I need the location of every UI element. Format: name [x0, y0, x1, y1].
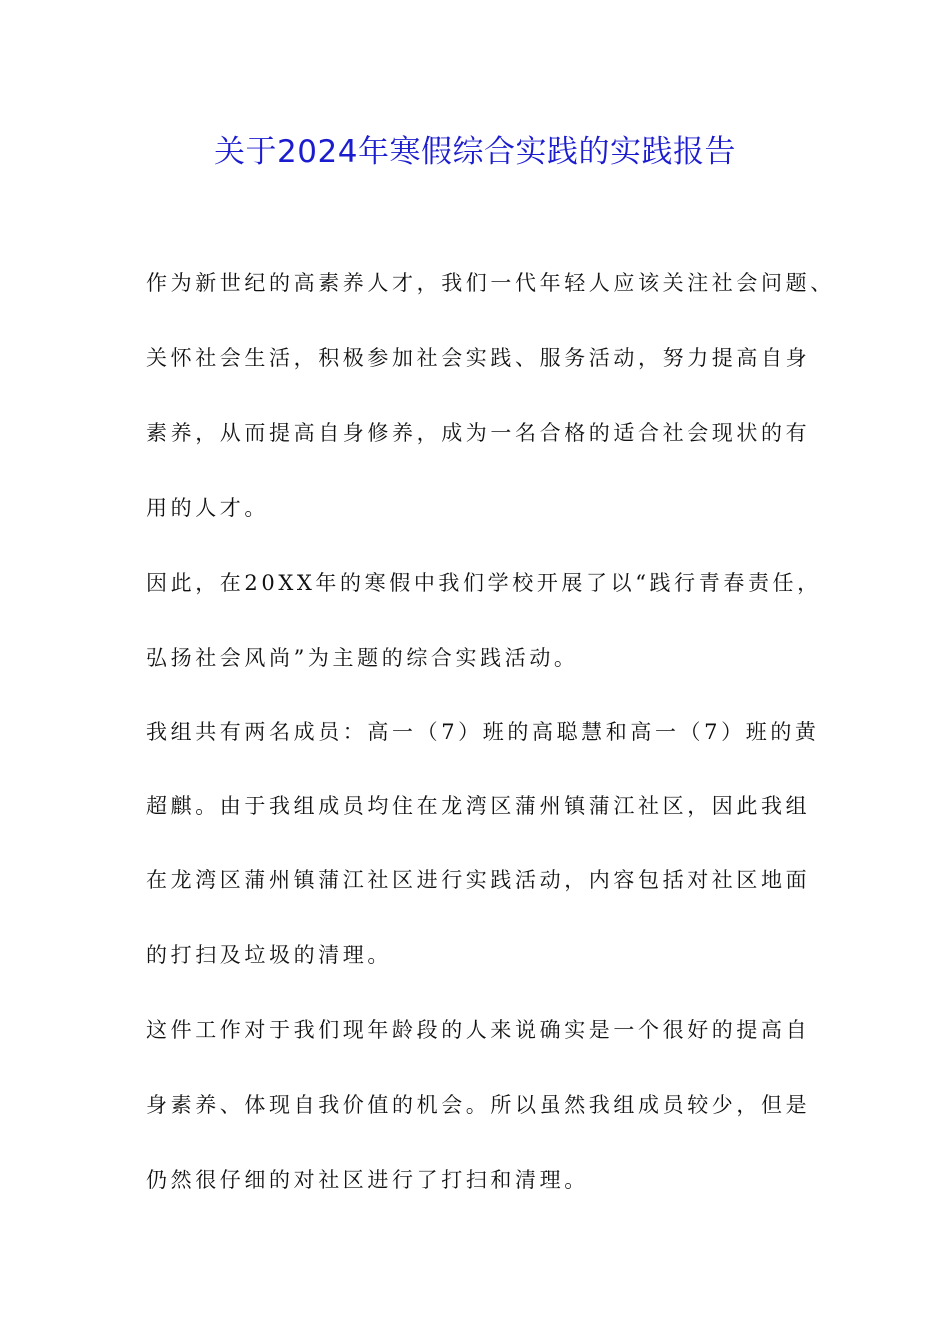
body-line-12: 身素养、体现自我价值的机会。所以虽然我组成员较少，但是 [146, 1093, 811, 1117]
document-title: 关于2024年寒假综合实践的实践报告 [214, 134, 736, 170]
body-line-4: 用的人才。 [146, 496, 269, 520]
body-line-5: 因此，在20XX年的寒假中我们学校开展了以“践行青春责任， [146, 571, 822, 595]
body-line-13: 仍然很仔细的对社区进行了打扫和清理。 [146, 1168, 589, 1192]
body-line-7: 我组共有两名成员：高一（7）班的高聪慧和高一（7）班的黄 [146, 720, 820, 744]
body-line-8: 超麒。由于我组成员均住在龙湾区蒲州镇蒲江社区，因此我组 [146, 794, 811, 818]
body-line-6: 弘扬社会风尚”为主题的综合实践活动。 [146, 646, 579, 670]
body-line-9: 在龙湾区蒲州镇蒲江社区进行实践活动，内容包括对社区地面 [146, 868, 811, 892]
body-line-1: 作为新世纪的高素养人才，我们一代年轻人应该关注社会问题、 [146, 271, 835, 295]
body-line-2: 关怀社会生活，积极参加社会实践、服务活动，努力提高自身 [146, 346, 811, 370]
body-line-11: 这件工作对于我们现年龄段的人来说确实是一个很好的提高自 [146, 1018, 811, 1042]
body-line-10: 的打扫及垃圾的清理。 [146, 943, 392, 967]
body-line-3: 素养，从而提高自身修养，成为一名合格的适合社会现状的有 [146, 421, 811, 445]
